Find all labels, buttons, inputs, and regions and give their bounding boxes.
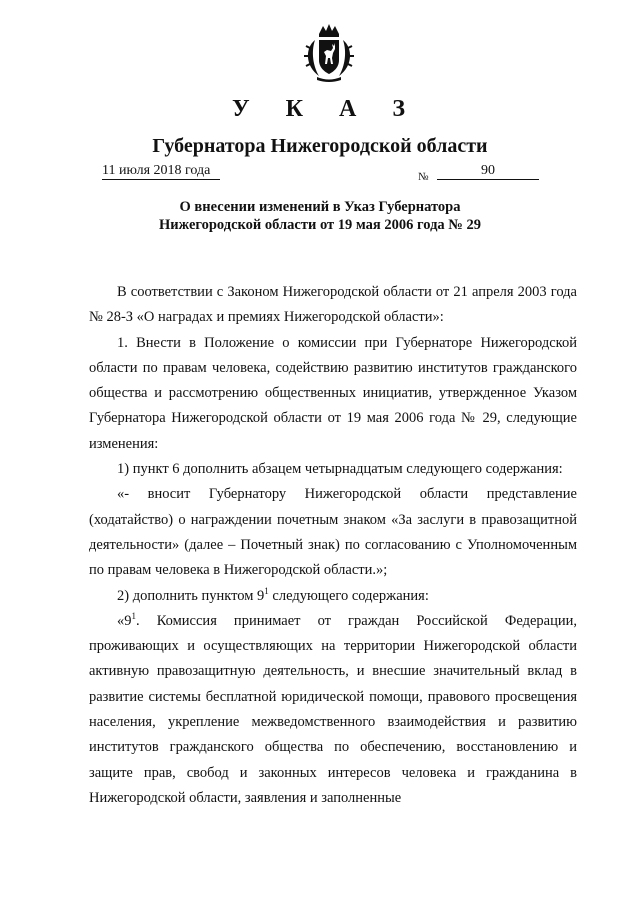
subitem-2-text-end: следующего содержания: <box>268 587 429 604</box>
paragraph-preamble: В соответствии с Законом Нижегородской области от 21 апреля 2003 года № 28-З «О наградах и премиях Нижегородской области»: <box>89 284 577 326</box>
document-type-title: У К А З <box>231 96 420 122</box>
coat-of-arms-icon <box>297 20 361 84</box>
number-field <box>437 163 539 180</box>
paragraph-item-1: 1. Внести в Положение о комиссии при Губернаторе Нижегородской области по правам человека, содействию развитию институтов гражданского общества и рассмотрению общественных инициатив, утвержденное Указом Губернатора Нижегородской области от 19 мая 2006 года № 29, следующие изменения: <box>89 334 577 452</box>
document-date: 11 июля 2018 года <box>102 163 211 178</box>
subitem-2-text-start: 2) дополнить пунктом 9 <box>117 587 265 604</box>
paragraph-subitem-2 <box>89 584 577 609</box>
document-number: 90 <box>481 163 495 178</box>
document-heading <box>0 198 640 234</box>
quote-2-text-end: . Комиссия принимает от граждан Российской Федерации, проживающих и осуществляющих на территории Нижегородской области активную правозащитную деятельность, и внесшие значительный вклад в развитие системы бесплатной юридической помощи, правового просвещения населения, укрепление межведомственного взаимодействия и развитию институтов гражданского общества по обеспечению, восстановлению и защите прав, свобод и законных интересов человека и гражданина в Нижегородской области, заявления и заполненные <box>89 612 577 806</box>
paragraph-quote-1: «- вносит Губернатору Нижегородской области представление (ходатайство) о награждении почетным знаком «За заслуги в правозащитной деятельности» (далее – Почетный знак) по согласованию с Уполномоченным по правам человека в Нижегородской области.»; <box>89 486 577 579</box>
quote-2-superscript: 1 <box>131 611 136 622</box>
paragraph-quote-2 <box>89 609 577 811</box>
subitem-2-superscript: 1 <box>264 585 269 596</box>
number-label: № <box>418 171 429 183</box>
heading-line-2: Нижегородской области от 19 мая 2006 года № 29 <box>158 217 481 233</box>
issuer-title: Губернатора Нижегородской области <box>152 135 488 157</box>
number-underline <box>437 179 539 180</box>
paragraph-subitem-1: 1) пункт 6 дополнить абзацем четырнадцатым следующего содержания: <box>117 461 563 478</box>
quote-2-text-start: «9 <box>117 612 132 629</box>
date-field <box>102 163 220 180</box>
document-body <box>89 280 577 811</box>
date-underline <box>102 179 220 180</box>
heading-line-1: О внесении изменений в Указ Губернатора <box>179 199 461 215</box>
